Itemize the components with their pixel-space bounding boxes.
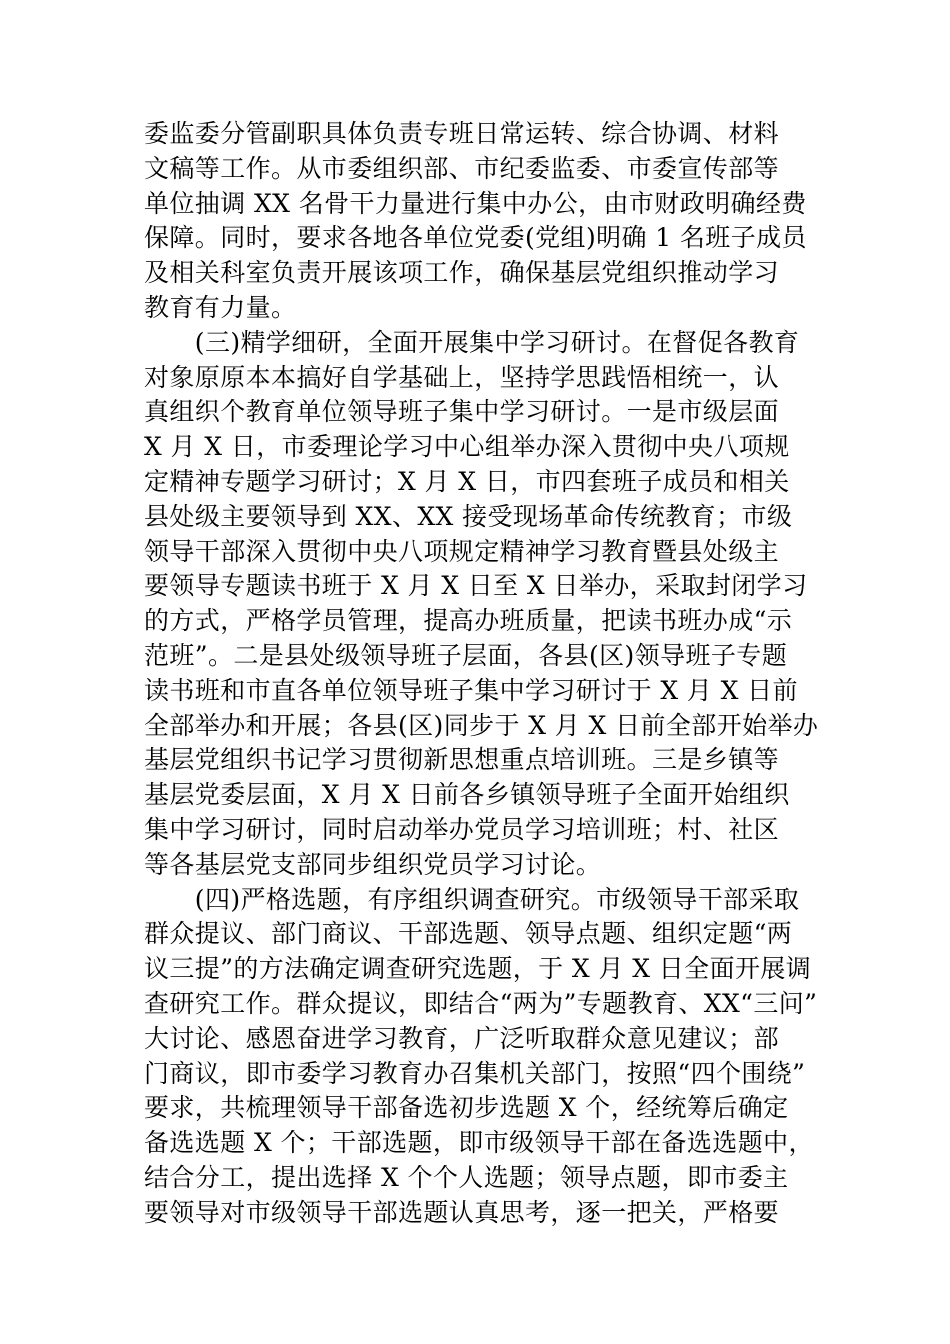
text-line: 门商议，即市委学习教育办召集机关部门，按照“四个围绕”	[144, 1058, 806, 1088]
paragraph-1	[144, 117, 810, 326]
text-line: 领导干部深入贯彻中央八项规定精神学习教育暨县处级主	[144, 536, 780, 566]
text-line: 群众提议、部门商议、干部选题、领导点题、组织定题“两	[144, 919, 793, 949]
text-line: 结合分工，提出选择 X 个个人选题；领导点题，即市委主	[144, 1162, 789, 1192]
text-line: 读书班和市直各单位领导班子集中学习研讨于 X 月 X 日前	[144, 675, 798, 705]
text-line: 定精神专题学习研讨；X 月 X 日，市四套班子成员和相关	[144, 466, 790, 496]
text-line: 对象原原本本搞好自学基础上，坚持学思践悟相统一，认	[144, 362, 780, 392]
text-line: 议三提”的方法确定调查研究选题，于 X 月 X 日全面开展调	[144, 954, 812, 984]
text-line: 要领导对市级领导干部选题认真思考，逐一把关，严格要	[144, 1197, 780, 1227]
text-line: 的方式，严格学员管理，提高办班质量，把读书班办成“示	[144, 606, 793, 636]
text-line: 委监委分管副职具体负责专班日常运转、综合协调、材料	[144, 119, 780, 148]
paragraph-2	[144, 326, 819, 883]
text-line: 等各基层党支部同步组织党员学习讨论。	[144, 849, 602, 879]
text-line: 保障。同时，要求各地各单位党委(党组)明确 1 名班子成员	[144, 223, 807, 253]
text-line: X 月 X 日，市委理论学习中心组举办深入贯彻中央八项规	[144, 432, 790, 462]
body-text	[144, 117, 819, 1231]
text-line: (三)精学细研，全面开展集中学习研讨。在督促各教育	[144, 327, 800, 357]
text-line: 基层党组织书记学习贯彻新思想重点培训班。三是乡镇等	[144, 745, 780, 775]
text-line: 及相关科室负责开展该项工作，确保基层党组织推动学习	[144, 258, 780, 288]
text-line: 单位抽调 XX 名骨干力量进行集中办公，由市财政明确经费	[144, 188, 807, 218]
text-line: 集中学习研讨，同时启动举办党员学习培训班；村、社区	[144, 814, 780, 844]
text-line: (四)严格选题，有序组织调查研究。市级领导干部采取	[144, 884, 800, 914]
text-line: 教育有力量。	[144, 292, 297, 322]
text-line: 真组织个教育单位领导班子集中学习研讨。一是市级层面	[144, 397, 780, 427]
text-line: 要求，共梳理领导干部备选初步选题 X 个，经统筹后确定	[144, 1093, 789, 1123]
text-line: 文稿等工作。从市委组织部、市纪委监委、市委宣传部等	[144, 153, 780, 183]
text-line: 全部举办和开展；各县(区)同步于 X 月 X 日前全部开始举办	[144, 710, 819, 740]
text-line: 备选选题 X 个；干部选题，即市级领导干部在备选选题中，	[144, 1128, 814, 1158]
text-line: 县处级主要领导到 XX、XX 接受现场革命传统教育；市级	[144, 501, 793, 531]
text-line: 基层党委层面，X 月 X 日前各乡镇领导班子全面开始组织	[144, 780, 790, 810]
text-line: 范班”。二是县处级领导班子层面，各县(区)领导班子专题	[144, 640, 788, 670]
text-line: 大讨论、感恩奋进学习教育，广泛听取群众意见建议；部	[144, 1023, 780, 1053]
text-line: 要领导专题读书班于 X 月 X 日至 X 日举办，采取封闭学习	[144, 571, 808, 601]
text-line: 查研究工作。群众提议，即结合“两为”专题教育、XX“三问”	[144, 988, 818, 1018]
paragraph-3	[144, 883, 818, 1231]
